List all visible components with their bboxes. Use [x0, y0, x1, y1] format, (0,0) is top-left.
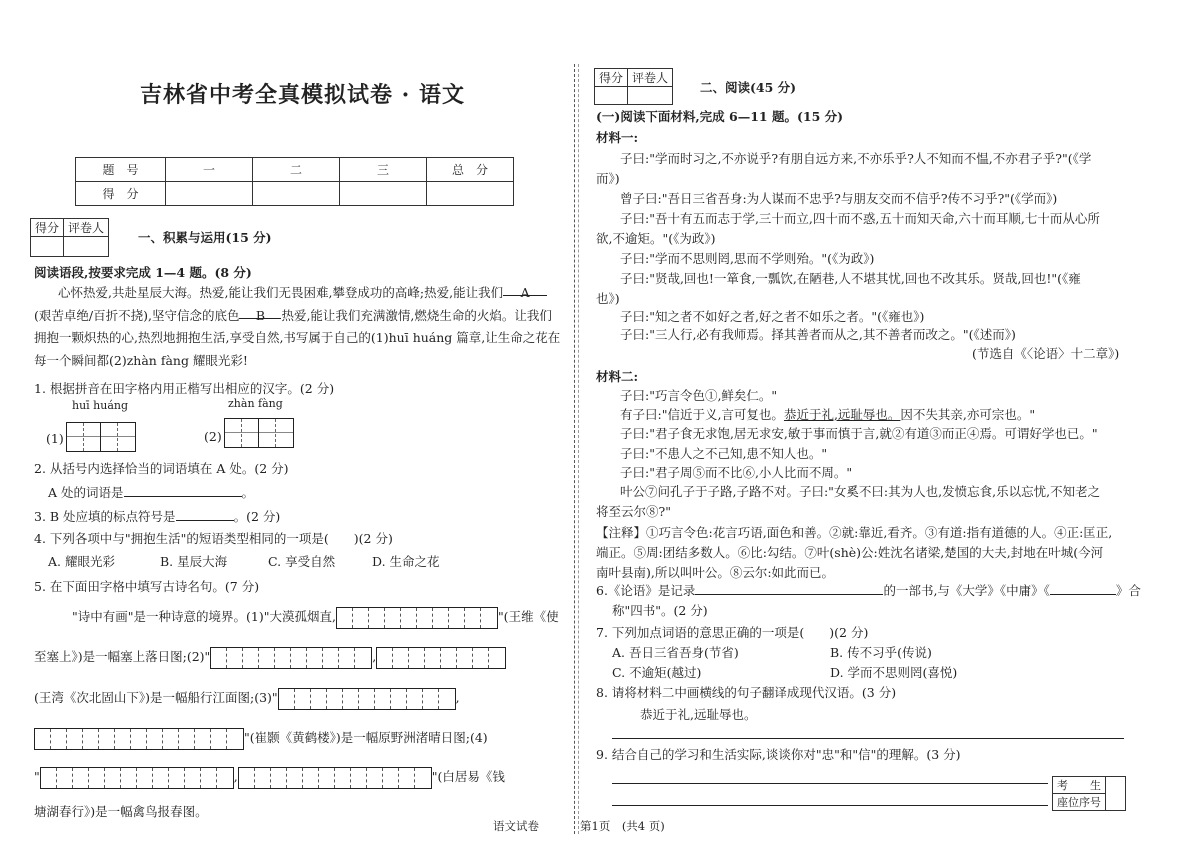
- question-8: 8. 请将材料二中画横线的句子翻译成现代汉语。(3 分): [596, 685, 897, 700]
- grader-name-label: 评卷人: [628, 69, 673, 87]
- q5-line-3: (王湾《次北固山下》)是一幅船行江面图;(3)" ,: [34, 687, 460, 710]
- grader-name-cell[interactable]: [628, 87, 673, 105]
- passage-line: 心怀热爱,共赴星辰大海。热爱,能让我们无畏困难,攀登成功的高峰;热爱,能让我们 A: [58, 282, 547, 304]
- score-input-cell[interactable]: [166, 182, 253, 206]
- q2-answer-line: A 处的词语是 。: [48, 485, 255, 500]
- seat-number-cell[interactable]: [1106, 777, 1126, 811]
- section1-heading: 一、积累与运用(15 分): [138, 230, 272, 245]
- grader-box: [30, 218, 109, 257]
- notes-line: 端正。⑤周:团结多数人。⑥比:勾结。⑦叶(shè)公:姓沈名诸梁,楚国的大夫,封地在叶城(今河: [596, 545, 1104, 560]
- material2-line: 子曰:"君子食无求饱,居无求安,敏于事而慎于言,就②有道③而正④焉。可谓好学也已。": [620, 426, 1098, 441]
- seat-label: 座位序号: [1053, 794, 1106, 811]
- question-1: 1. 根据拼音在田字格内用正楷写出相应的汉字。(2 分): [34, 381, 335, 396]
- score-cell: 总 分: [427, 158, 514, 182]
- score-table-row: [76, 182, 514, 206]
- pinyin-2: zhàn fàng: [228, 397, 283, 410]
- material1-line: 子曰:"三人行,必有我师焉。择其善者而从之,其不善者而改之。"(《述而》): [620, 327, 1016, 342]
- passage-line: 拥抱一颗炽热的心,热烈地拥抱生活,享受自然,书写属于自己的(1)huī huáng 篇章,让生命之花在: [34, 330, 561, 345]
- pinyin-1: huī huáng: [72, 399, 129, 412]
- q7-option[interactable]: B. 传不习乎(传说): [830, 645, 932, 660]
- q7-option[interactable]: D. 学而不思则罔(喜悦): [830, 665, 958, 680]
- q1-label-2: (2): [204, 429, 222, 444]
- section2-subheading: (一)阅读下面材料,完成 6—11 题。(15 分): [596, 109, 844, 124]
- grader-box: [594, 68, 673, 105]
- grader-score-label: 得分: [31, 219, 64, 237]
- poem-grid-7[interactable]: [238, 767, 432, 789]
- score-table: [75, 157, 514, 206]
- tianzige-grid-2[interactable]: [224, 418, 294, 448]
- material1-line: 子曰:"贤哉,回也!一箪食,一瓢饮,在陋巷,人不堪其忧,回也不改其乐。贤哉,回也!"(《雍: [620, 271, 1081, 286]
- q9-answer-line[interactable]: [612, 805, 1048, 806]
- grader-name-cell[interactable]: [64, 237, 109, 257]
- score-input-cell[interactable]: [427, 182, 514, 206]
- grader-score-cell[interactable]: [31, 237, 64, 257]
- notes-line: 【注释】①巧言令色:花言巧语,面色和善。②就:靠近,看齐。③有道:指有道德的人。④正:匡正,: [596, 525, 1113, 540]
- material1-line: 子曰:"学而时习之,不亦说乎?有朋自远方来,不亦乐乎?人不知而不愠,不亦君子乎?"(《学: [620, 151, 1092, 166]
- material1-line: 子曰:"吾十有五而志于学,三十而立,四十而不惑,五十而知天命,六十而耳顺,七十而从心所: [620, 211, 1100, 226]
- material2-line: 有子曰:"信近于义,言可复也。恭近于礼,远耻辱也。因不失其亲,亦可宗也。": [620, 407, 1036, 422]
- score-input-cell[interactable]: [340, 182, 427, 206]
- q7-option[interactable]: C. 不逾矩(越过): [612, 665, 702, 680]
- blank-b[interactable]: B: [239, 305, 281, 319]
- q4-option[interactable]: B. 星辰大海: [160, 554, 228, 569]
- q7-options: [612, 662, 957, 684]
- material1-line: 子曰:"知之者不如好之者,好之者不如乐之者。"(《雍也》): [620, 309, 925, 324]
- blank-a[interactable]: A: [503, 282, 547, 296]
- grader-score-label: 得分: [595, 69, 628, 87]
- notes-line: 南叶县南),所以叫叶公。⑧云尔:如此而已。: [596, 565, 835, 580]
- material1-line: 也》): [596, 291, 620, 306]
- seat-label: 考 生: [1053, 777, 1106, 794]
- material2-line: 将至云尔⑧?": [596, 504, 671, 519]
- q8-sentence: 恭近于礼,远耻辱也。: [640, 707, 757, 722]
- material2-line: 叶公⑦问孔子于子路,子路不对。子曰:"女奚不曰:其为人也,发愤忘食,乐以忘忧,不知老之: [620, 484, 1101, 499]
- q1-label-1: (1): [46, 431, 64, 446]
- column-divider: [578, 64, 579, 834]
- material2-label: 材料二:: [596, 369, 639, 384]
- material1-label: 材料一:: [596, 130, 639, 145]
- material2-line: 子曰:"君子周⑤而不比⑥,小人比而不周。": [620, 465, 853, 480]
- material1-line: 欲,不逾矩。"(《为政》): [596, 231, 716, 246]
- passage-line: (艰苦卓绝/百折不挠),坚守信念的底色 B 热爱,能让我们充满激情,燃烧生命的火焰。让我们: [34, 305, 552, 327]
- underlined-sentence: 恭近于礼,远耻辱也。: [783, 407, 901, 422]
- q4-option[interactable]: D. 生命之花: [372, 554, 440, 569]
- q5-line-6: 塘湖春行》)是一幅禽鸟报春图。: [34, 804, 208, 819]
- seat-number-box: [1052, 776, 1126, 811]
- q8-answer-line[interactable]: [612, 738, 1124, 739]
- poem-grid-3[interactable]: [376, 647, 506, 669]
- q4-option[interactable]: A. 耀眼光彩: [48, 554, 115, 569]
- q4-options: [48, 551, 440, 573]
- q6-blank-1[interactable]: [695, 581, 883, 595]
- section2-heading: 二、阅读(45 分): [700, 80, 797, 95]
- footer-subject: 语文试卷: [493, 819, 539, 833]
- q3-answer-blank[interactable]: [176, 507, 234, 521]
- footer-page-number: 第1页 (共4 页): [580, 819, 665, 833]
- poem-grid-2[interactable]: [210, 647, 372, 669]
- passage-line: 每一个瞬间都(2)zhàn fàng 耀眼光彩!: [34, 353, 248, 368]
- material2-line: 子曰:"巧言令色①,鲜矣仁。": [620, 388, 778, 403]
- question-9: 9. 结合自己的学习和生活实际,谈谈你对"忠"和"信"的理解。(3 分): [596, 747, 961, 762]
- poem-grid-4[interactable]: [278, 688, 456, 710]
- poem-grid-6[interactable]: [40, 767, 234, 789]
- q9-answer-line[interactable]: [612, 783, 1048, 784]
- page-title: 吉林省中考全真模拟试卷 · 语文: [140, 82, 465, 108]
- q5-line-1: "诗中有画"是一种诗意的境界。(1)"大漠孤烟直, "(王维《使: [72, 606, 559, 629]
- q7-option[interactable]: A. 吾日三省吾身(节省): [612, 645, 739, 660]
- score-cell: 题 号: [76, 158, 166, 182]
- poem-grid-1[interactable]: [336, 607, 498, 629]
- question-3: 3. B 处应填的标点符号是 。(2 分): [34, 509, 281, 524]
- tianzige-grid-1[interactable]: [66, 422, 136, 452]
- q5-line-5: " , "(白居易《钱: [34, 766, 505, 789]
- q4-option[interactable]: C. 享受自然: [268, 554, 336, 569]
- question-7: 7. 下列加点词语的意思正确的一项是( )(2 分): [596, 625, 869, 640]
- score-cell: 二: [253, 158, 340, 182]
- grader-name-label: 评卷人: [64, 219, 109, 237]
- material2-line: 子曰:"不患人之不己知,患不知人也。": [620, 446, 828, 461]
- section1-intro: 阅读语段,按要求完成 1—4 题。(8 分): [34, 265, 252, 280]
- score-cell: 得 分: [76, 182, 166, 206]
- material1-line: 而》): [596, 171, 620, 186]
- score-table-row: [76, 158, 514, 182]
- material1-line: 曾子曰:"吾日三省吾身:为人谋而不忠乎?与朋友交而不信乎?传不习乎?"(《学而》): [620, 191, 1058, 206]
- poem-grid-5[interactable]: [34, 728, 244, 750]
- material1-source: (节选自《〈论语〉十二章》): [972, 346, 1120, 361]
- question-4: 4. 下列各项中与"拥抱生活"的短语类型相同的一项是( )(2 分): [34, 531, 393, 546]
- score-cell: 三: [340, 158, 427, 182]
- score-input-cell[interactable]: [253, 182, 340, 206]
- q5-line-4: "(崔颢《黄鹤楼》)是一幅原野洲渚晴日图;(4): [34, 727, 488, 750]
- column-divider: [574, 64, 575, 834]
- score-cell: 一: [166, 158, 253, 182]
- question-2: 2. 从括号内选择恰当的词语填在 A 处。(2 分): [34, 461, 289, 476]
- material1-line: 子曰:"学而不思则罔,思而不学则殆。"(《为政》): [620, 251, 875, 266]
- q2-answer-blank[interactable]: [124, 483, 242, 497]
- question-6: 6.《论语》是记录 的一部书,与《大学》《中庸》《 》合: [596, 583, 1141, 598]
- question-6-cont: 称"四书"。(2 分): [612, 603, 708, 618]
- grader-score-cell[interactable]: [595, 87, 628, 105]
- question-5: 5. 在下面田字格中填写古诗名句。(7 分): [34, 579, 260, 594]
- q7-options: [612, 642, 932, 664]
- q6-blank-2[interactable]: [1050, 581, 1116, 595]
- q5-line-2: 至塞上》)是一幅塞上落日图;(2)" ,: [34, 646, 506, 669]
